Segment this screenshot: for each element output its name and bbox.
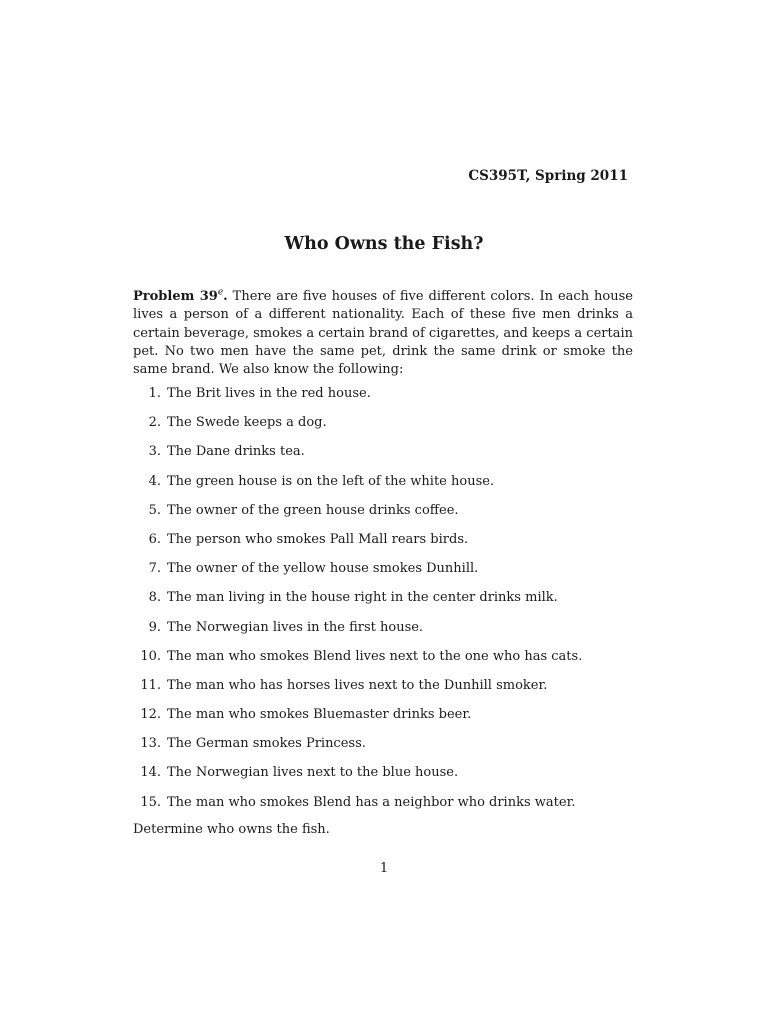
clue-number: 8. <box>148 590 161 606</box>
clue-text: The man who smokes Blend lives next to the one who has cats. <box>167 648 583 664</box>
clue-list <box>133 385 633 823</box>
clue-number: 10. <box>140 648 161 664</box>
clue-text: The Norwegian lives in the first house. <box>167 619 424 635</box>
page-title: Who Owns the Fish? <box>284 234 484 254</box>
clue-number: 5. <box>148 502 161 518</box>
list-item <box>133 794 633 823</box>
problem-label-suffix: . <box>223 289 228 304</box>
clue-text: The German smokes Princess. <box>167 736 366 752</box>
clue-text: The man who has horses lives next to the Dunhill smoker. <box>167 677 548 693</box>
clue-text: The owner of the yellow house smokes Dunhill. <box>167 561 479 577</box>
clue-text: The Norwegian lives next to the blue house. <box>167 765 459 781</box>
list-item <box>133 706 633 735</box>
clue-number: 6. <box>148 531 161 547</box>
clue-text: The green house is on the left of the white house. <box>167 473 495 489</box>
list-item <box>133 443 633 472</box>
clue-number: 9. <box>148 619 161 635</box>
list-item <box>133 502 633 531</box>
list-item <box>133 385 633 414</box>
list-item <box>133 619 633 648</box>
clue-number: 4. <box>148 473 161 489</box>
clue-number: 13. <box>140 736 161 752</box>
clue-number: 1. <box>148 386 161 401</box>
problem-label-text: Problem 39 <box>133 289 218 304</box>
clue-text: The man who smokes Bluemaster drinks beer. <box>167 707 472 723</box>
list-item <box>133 648 633 677</box>
problem-intro-text: There are five houses of five different colors. In each house lives a person of a different nationality. Each of these five men drinks a certain beverage, smokes a certain brand of cigarettes, and keeps a certain pet. No two men have the same pet, drink the same drink or smoke the same brand. We also know the following: <box>133 289 633 378</box>
list-item <box>133 473 633 502</box>
problem-intro <box>133 288 633 379</box>
list-item <box>133 677 633 706</box>
clue-text: The person who smokes Pall Mall rears birds. <box>167 531 469 547</box>
clue-number: 14. <box>140 765 161 781</box>
clue-text: The man who smokes Blend has a neighbor who drinks water. <box>167 794 576 810</box>
clue-text: The owner of the green house drinks coffee. <box>167 502 459 518</box>
problem-label <box>133 289 228 304</box>
clue-number: 3. <box>148 444 161 460</box>
clue-text: The Swede keeps a dog. <box>167 415 327 431</box>
problem-superscript: e <box>217 287 224 298</box>
clue-text: The man living in the house right in the center drinks milk. <box>167 590 558 606</box>
clue-number: 12. <box>140 707 161 723</box>
page-number: 1 <box>379 861 389 876</box>
course-header: CS395T, Spring 2011 <box>468 168 628 184</box>
clue-number: 15. <box>140 794 161 810</box>
clue-number: 2. <box>148 415 161 431</box>
clue-text: The Brit lives in the red house. <box>167 386 371 401</box>
list-item <box>133 764 633 793</box>
clue-number: 11. <box>140 677 161 693</box>
list-item <box>133 589 633 618</box>
clue-text: The Dane drinks tea. <box>167 444 305 460</box>
list-item <box>133 560 633 589</box>
list-item <box>133 531 633 560</box>
list-item <box>133 414 633 443</box>
clue-number: 7. <box>148 561 161 577</box>
list-item <box>133 735 633 764</box>
conclusion-text: Determine who owns the fish. <box>133 822 330 837</box>
